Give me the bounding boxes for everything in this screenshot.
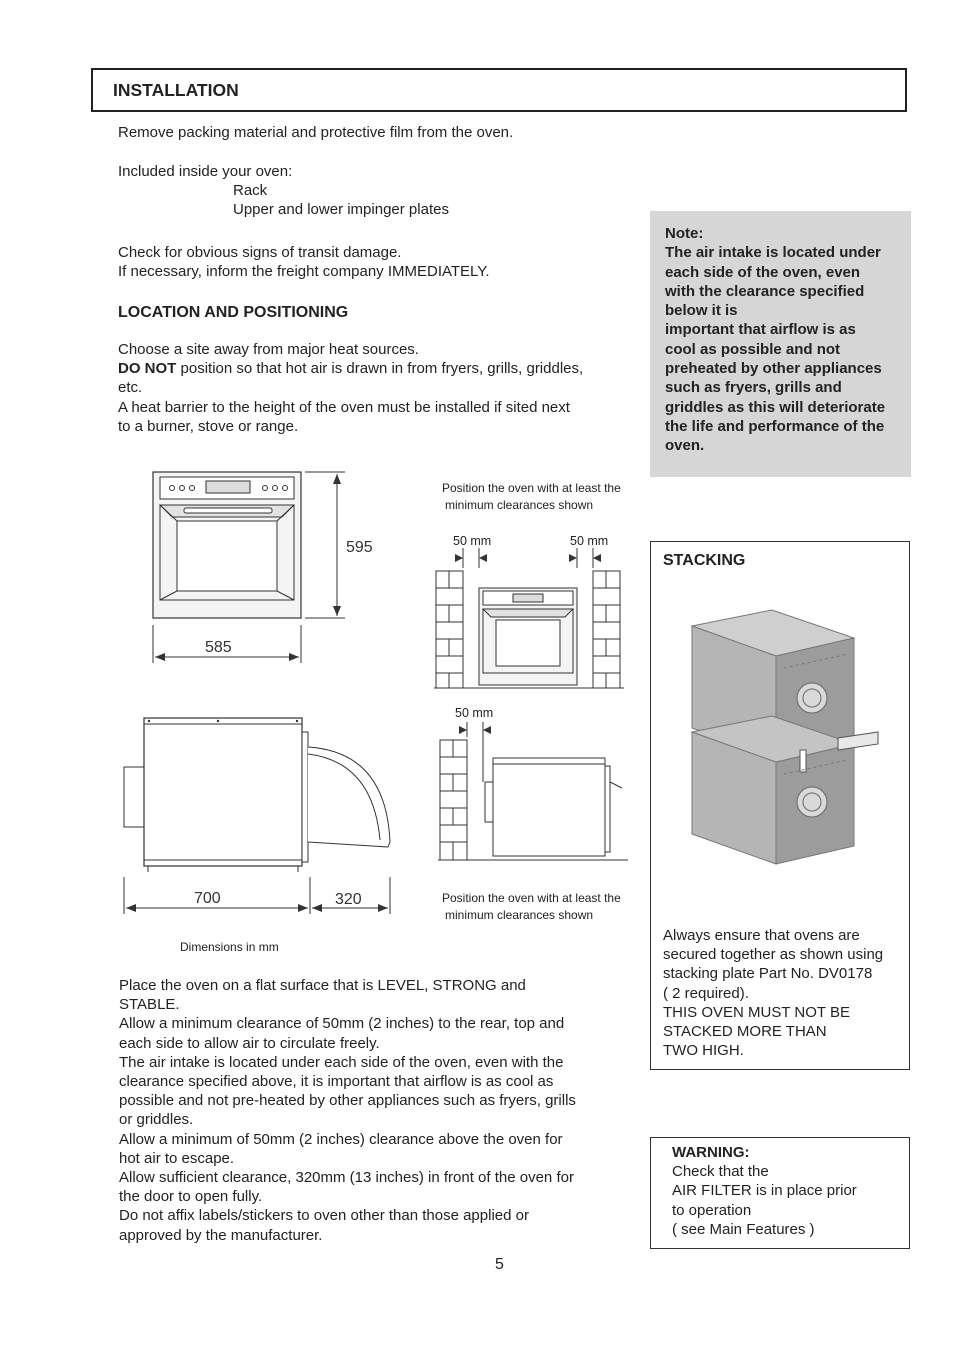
clearance-caption-top: Position the oven with at least the <box>442 481 621 495</box>
clearance-rear-label: 50 mm <box>455 706 494 720</box>
included-label: Included inside your oven: <box>118 163 293 180</box>
do-not-emphasis: DO NOT <box>118 360 177 377</box>
clearance-caption-top: minimum clearances shown <box>445 498 594 512</box>
location-line: to a burner, stove or range. <box>118 418 299 435</box>
location-line: A heat barrier to the height of the oven must be installed if sited next <box>118 399 570 416</box>
location-line: Choose a site away from major heat sources. <box>118 341 419 358</box>
location-line: etc. <box>118 379 143 396</box>
remove-packing-text: Remove packing material and protective film from the oven. <box>118 124 514 141</box>
height-dimension-label: 595 <box>346 539 373 556</box>
oven-side-diagram <box>118 712 398 917</box>
page-number: 5 <box>495 1256 504 1273</box>
warning-text: WARNING: Check that the AIR FILTER is in place prior to operation ( see Main Features ) <box>672 1144 857 1238</box>
door-dimension-label: 320 <box>335 891 362 908</box>
location-heading: LOCATION AND POSITIONING <box>118 304 349 321</box>
clearance-caption-bottom: Position the oven with at least the <box>442 891 621 905</box>
stacking-heading: STACKING <box>663 552 746 569</box>
rear-clearance-diagram <box>438 722 628 862</box>
inform-freight-text: If necessary, inform the freight company IMMEDIATELY. <box>118 263 490 280</box>
units-note: Dimensions in mm <box>180 940 279 954</box>
depth-dimension-label: 700 <box>194 890 221 907</box>
clearance-left-label: 50 mm <box>453 534 492 548</box>
placement-text: Place the oven on a flat surface that is LEVEL, STRONG and STABLE. Allow a minimum clearance of 50mm (2 inches) to the rear, top and each side to allow air to circulate freely. The air intake is located under each side of the oven, even with the clearance specified above, it is important that airflow is as cool as possible and not pre-heated by other appliances such as fryers, grills or griddles. Allow a minimum of 50mm (2 inches) clearance above the oven for hot air to escape. Allow sufficient clearance, 320mm (13 inches) in front of the oven for the door to open fully. Do not affix labels/stickers to oven other than those applied or approved by the manufacturer. <box>119 977 576 1244</box>
included-item: Rack <box>233 182 268 199</box>
clearance-caption-bottom: minimum clearances shown <box>445 908 594 922</box>
included-item: Upper and lower impinger plates <box>233 201 449 218</box>
check-damage-text: Check for obvious signs of transit damage. <box>118 244 402 261</box>
note-text: Note: The air intake is located under each side of the oven, even with the clearance specified below it is important that airflow is as cool as possible and not preheated by other appliances such as fryers, grills and griddles as this will deteriorate the life and performance of the oven. <box>665 225 886 455</box>
width-dimension-label: 585 <box>205 639 232 656</box>
page-title: INSTALLATION <box>113 80 239 100</box>
clearance-right-label: 50 mm <box>570 534 609 548</box>
stacked-ovens-illustration <box>688 608 888 873</box>
location-line: DO NOT position so that hot air is drawn in from fryers, grills, griddles, <box>118 360 584 377</box>
warning-title: WARNING: <box>672 1144 750 1161</box>
oven-front-diagram <box>120 465 360 670</box>
stacking-text: Always ensure that ovens are secured together as shown using stacking plate Part No. DV0178 ( 2 required). THIS OVEN MUST NOT BE STACKED MORE THAN TWO HIGH. <box>663 927 884 1060</box>
front-clearance-diagram <box>434 548 624 693</box>
